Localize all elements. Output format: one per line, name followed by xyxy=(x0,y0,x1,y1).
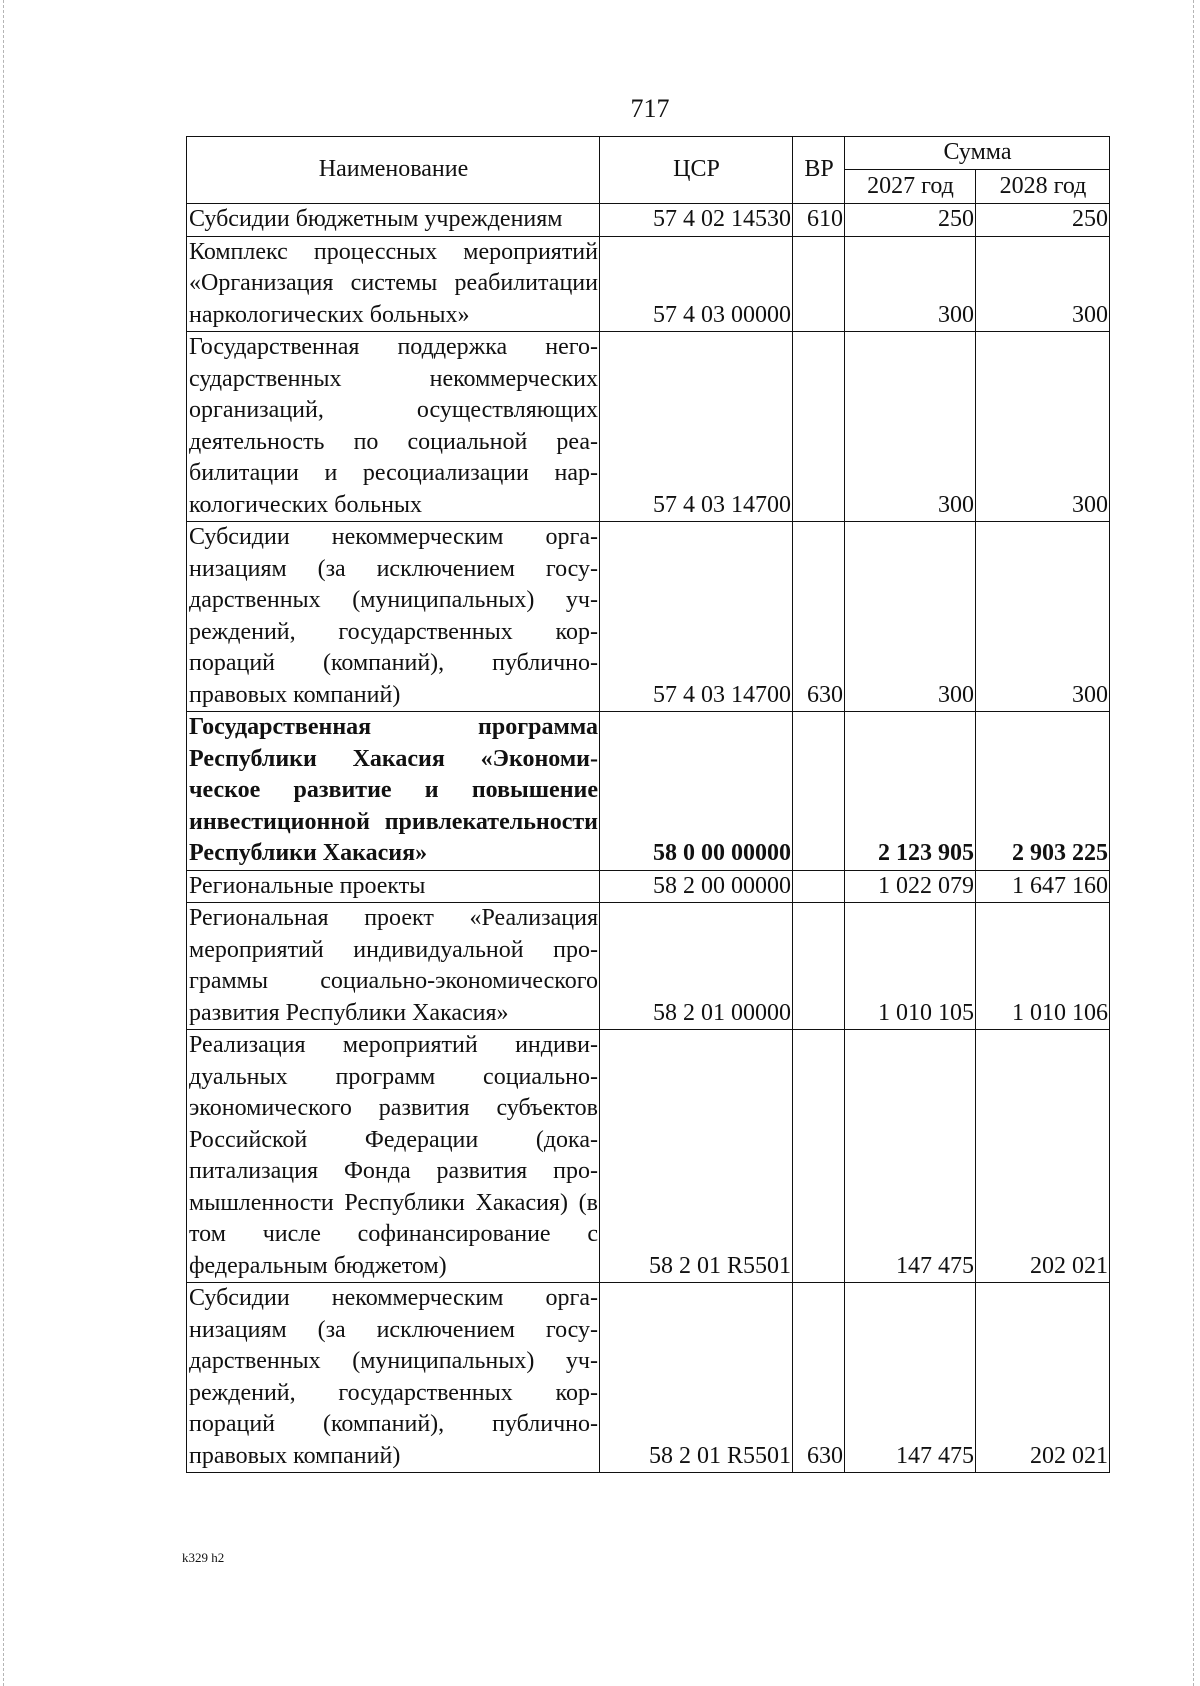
amount-2027-cell: 300 xyxy=(845,522,976,712)
page-number: 717 xyxy=(630,94,670,123)
vr-cell xyxy=(793,712,845,871)
amount-2028-cell: 300 xyxy=(976,332,1110,522)
csr-cell: 57 4 03 14700 xyxy=(600,332,793,522)
table-row xyxy=(187,522,1110,712)
amount-2027-cell: 2 123 905 xyxy=(845,712,976,871)
table-row xyxy=(187,1030,1110,1283)
name-cell: Субсидии бюджетным учреждениям xyxy=(187,204,600,237)
name-cell: Государственная программа Республики Хакасия «Экономическое развитие и повышение инвестиционной привлекательности Республики Хакасия» xyxy=(187,712,600,871)
csr-cell: 57 4 03 14700 xyxy=(600,522,793,712)
csr-cell: 58 2 01 R5501 xyxy=(600,1283,793,1473)
table-row xyxy=(187,236,1110,332)
footer-code: k329 h2 xyxy=(182,1550,225,1565)
header-year-2027: 2027 год xyxy=(845,169,976,203)
scan-edge-right xyxy=(1193,0,1194,1686)
header-name: Наименование xyxy=(187,137,600,204)
amount-2027-cell: 300 xyxy=(845,332,976,522)
name-cell: Субсидии некоммерческим организациям (за исключением государственных (муниципальных) учреждений, государственных корпораций (компаний), публично-правовых компаний) xyxy=(187,1283,600,1473)
vr-cell xyxy=(793,870,845,903)
amount-2028-cell: 202 021 xyxy=(976,1283,1110,1473)
budget-table xyxy=(186,136,1110,1473)
csr-cell: 58 2 01 00000 xyxy=(600,903,793,1030)
vr-cell: 630 xyxy=(793,1283,845,1473)
amount-2028-cell: 250 xyxy=(976,204,1110,237)
table-body xyxy=(187,204,1110,1473)
name-cell: Государственная поддержка негосударственных некоммерческих организаций, осуществляющих деятельность по социальной реабилитации и ресоциализации наркологических больных xyxy=(187,332,600,522)
amount-2027-cell: 1 022 079 xyxy=(845,870,976,903)
amount-2027-cell: 300 xyxy=(845,236,976,332)
csr-cell: 57 4 03 00000 xyxy=(600,236,793,332)
name-cell: Комплекс процессных мероприятий «Организация системы реабилитации наркологических больных» xyxy=(187,236,600,332)
header-csr: ЦСР xyxy=(600,137,793,204)
amount-2028-cell: 202 021 xyxy=(976,1030,1110,1283)
amount-2028-cell: 1 010 106 xyxy=(976,903,1110,1030)
vr-cell xyxy=(793,332,845,522)
table-row xyxy=(187,332,1110,522)
amount-2027-cell: 147 475 xyxy=(845,1030,976,1283)
csr-cell: 58 0 00 00000 xyxy=(600,712,793,871)
header-sum: Сумма xyxy=(845,137,1110,170)
csr-cell: 58 2 01 R5501 xyxy=(600,1030,793,1283)
name-cell: Региональные проекты xyxy=(187,870,600,903)
vr-cell: 630 xyxy=(793,522,845,712)
header-year-2028: 2028 год xyxy=(976,169,1110,203)
name-cell: Реализация мероприятий индивидуальных программ социально-экономического развития субъектов Российской Федерации (докапитализация Фонда развития промышленности Республики Хакасия) (в том числе софинансирование с федеральным бюджетом) xyxy=(187,1030,600,1283)
amount-2028-cell: 1 647 160 xyxy=(976,870,1110,903)
amount-2028-cell: 2 903 225 xyxy=(976,712,1110,871)
amount-2027-cell: 1 010 105 xyxy=(845,903,976,1030)
scan-edge-left xyxy=(3,0,4,1686)
csr-cell: 57 4 02 14530 xyxy=(600,204,793,237)
vr-cell xyxy=(793,236,845,332)
vr-cell: 610 xyxy=(793,204,845,237)
header-vr: ВР xyxy=(793,137,845,204)
name-cell: Региональная проект «Реализация мероприятий индивидуальной программы социально-экономического развития Республики Хакасия» xyxy=(187,903,600,1030)
name-cell: Субсидии некоммерческим организациям (за исключением государственных (муниципальных) учреждений, государственных корпораций (компаний), публично-правовых компаний) xyxy=(187,522,600,712)
amount-2028-cell: 300 xyxy=(976,522,1110,712)
table-row xyxy=(187,870,1110,903)
table-row xyxy=(187,903,1110,1030)
vr-cell xyxy=(793,1030,845,1283)
amount-2028-cell: 300 xyxy=(976,236,1110,332)
csr-cell: 58 2 00 00000 xyxy=(600,870,793,903)
amount-2027-cell: 147 475 xyxy=(845,1283,976,1473)
table-row xyxy=(187,712,1110,871)
amount-2027-cell: 250 xyxy=(845,204,976,237)
table-row xyxy=(187,1283,1110,1473)
table-header xyxy=(187,137,1110,204)
table-row xyxy=(187,204,1110,237)
vr-cell xyxy=(793,903,845,1030)
